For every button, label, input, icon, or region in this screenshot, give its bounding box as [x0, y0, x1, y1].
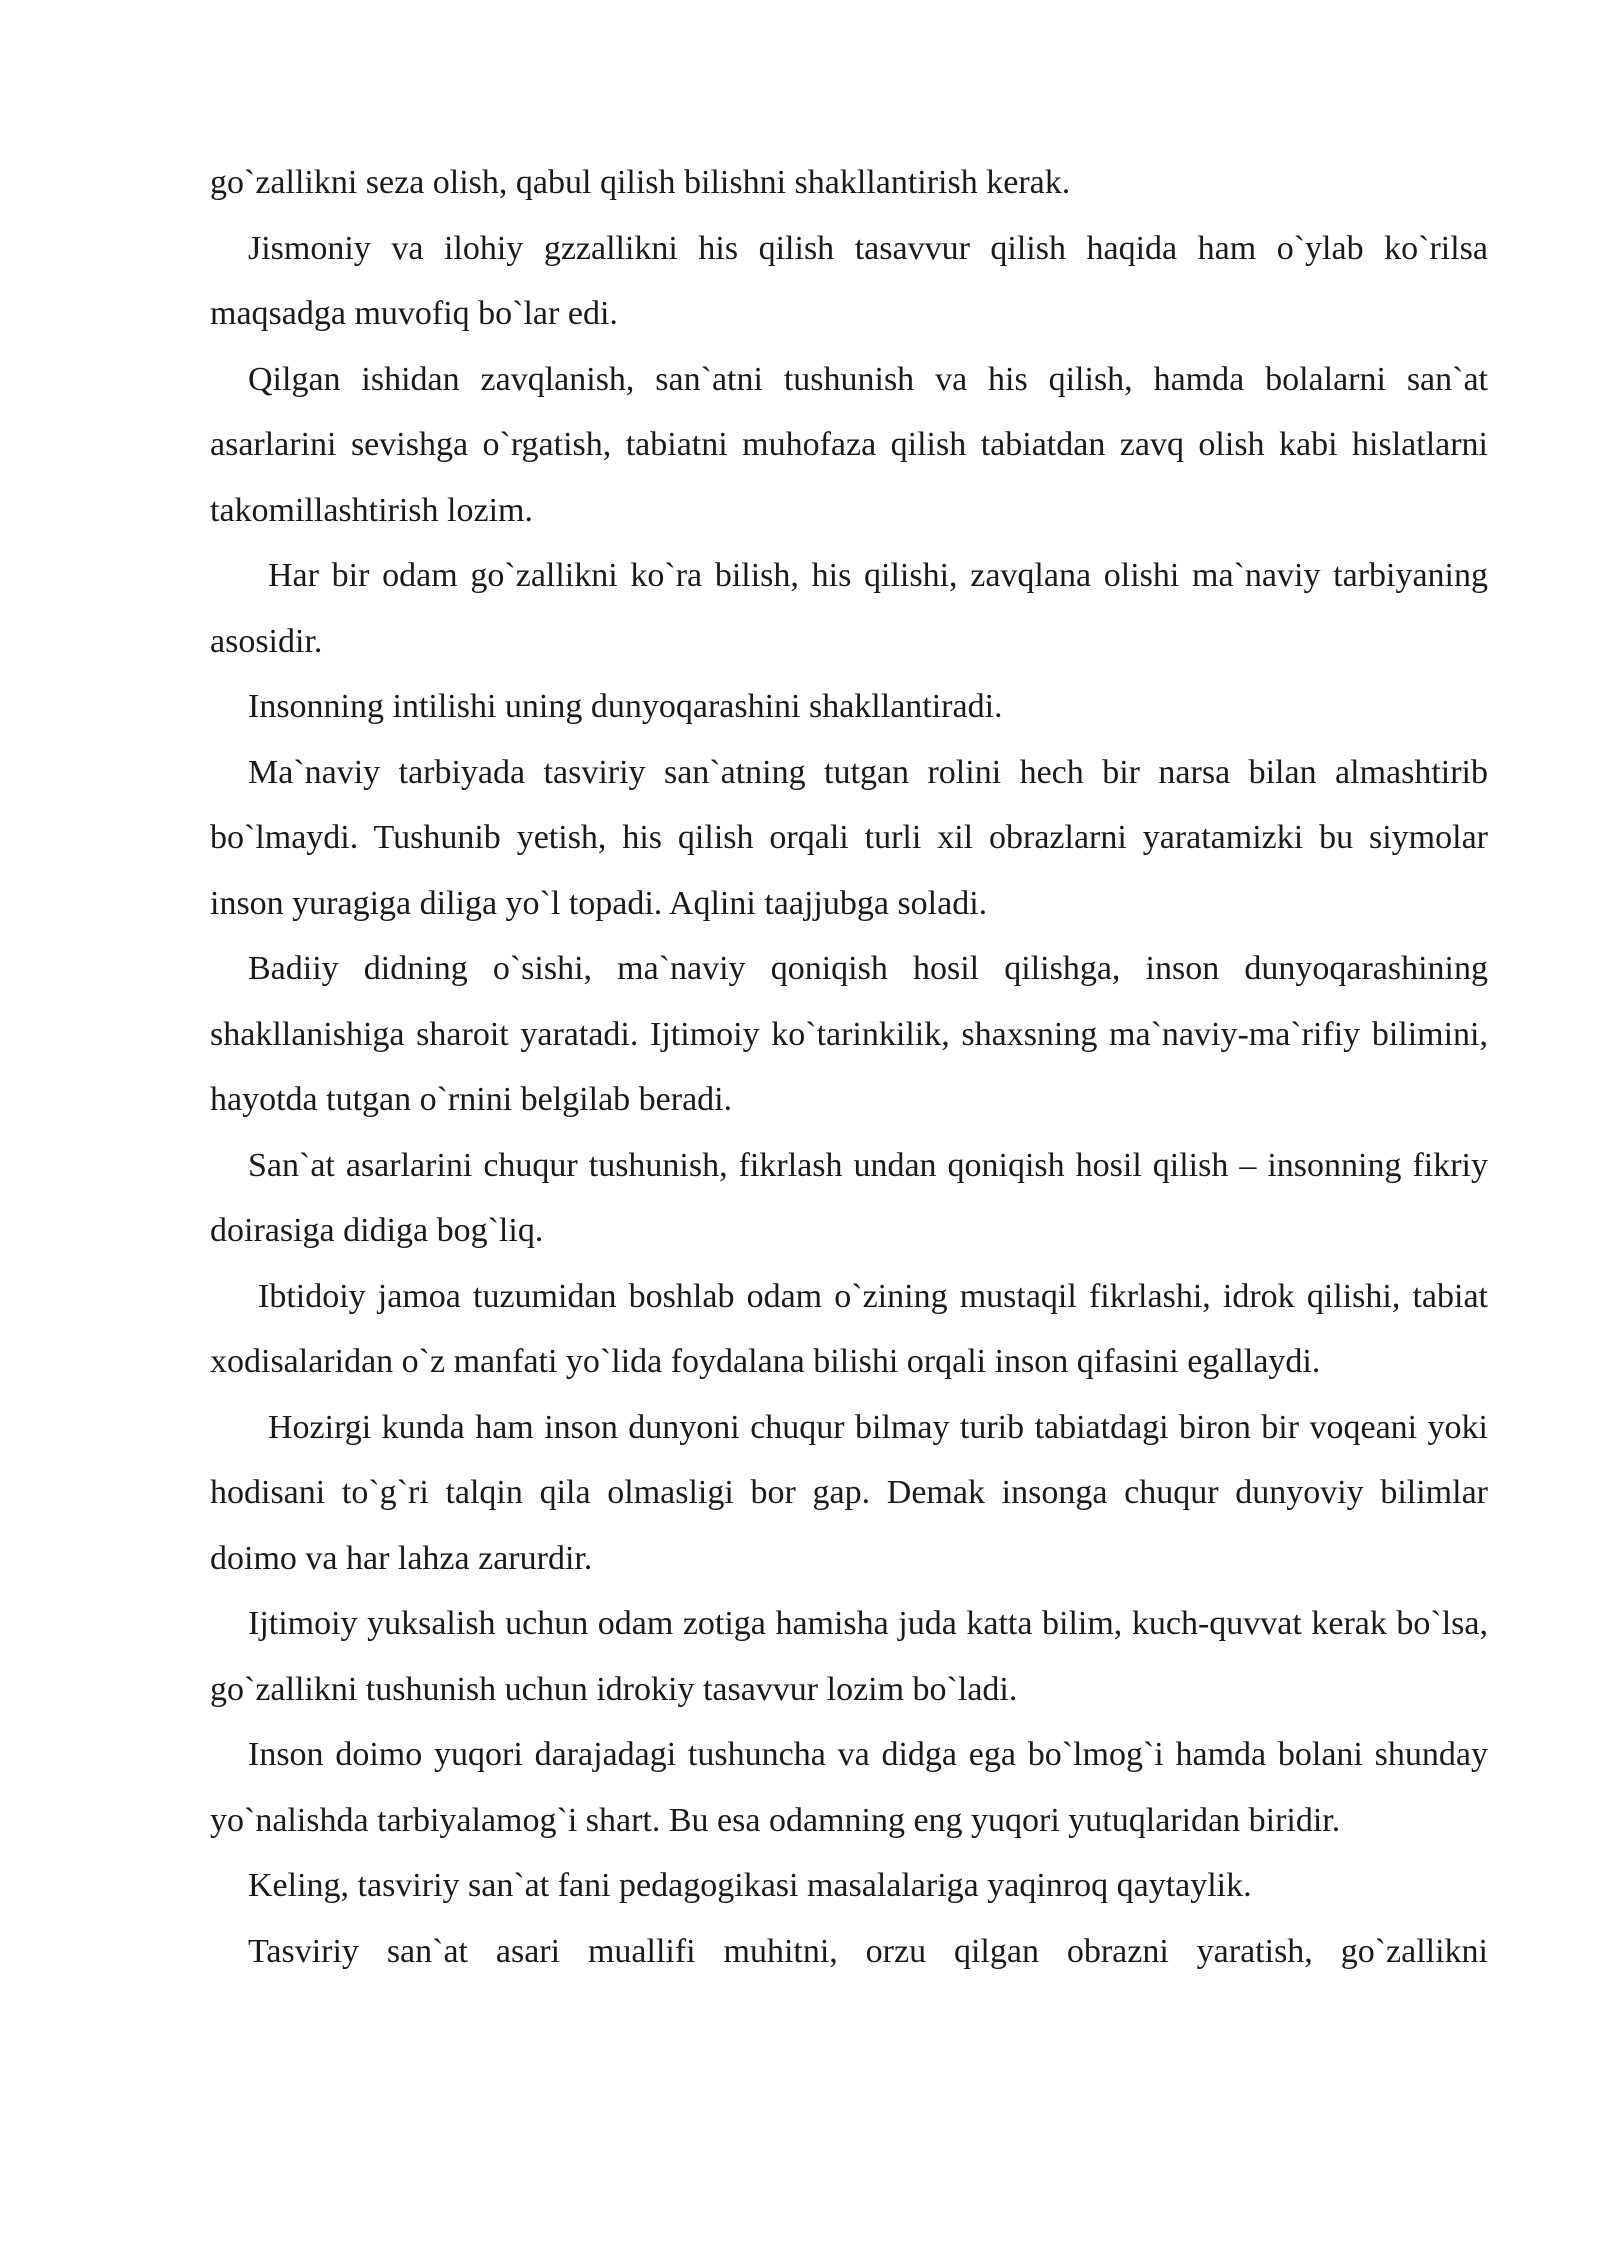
paragraph: Jismoniy va ilohiy gzzallikni his qilish tasavvur qilish haqida ham o`ylab ko`rilsa maqsadga muvofiq bo`lar edi.: [210, 229, 1488, 332]
paragraph: Qilgan ishidan zavqlanish, san`atni tushunish va his qilish, hamda bolalarni san`at asarlarini sevishga o`rgatish, tabiatni muhofaza qilish tabiatdan zavq olish kabi hislatlarni takomillashtirish lozim.: [210, 360, 1488, 529]
paragraph: Ibtidoiy jamoa tuzumidan boshlab odam o`zining mustaqil fikrlashi, idrok qilishi, tabiat xodisalaridan o`z manfati yo`lida foydalana bilishi orqali inson qifasini egallaydi.: [210, 1277, 1488, 1380]
paragraph: Badiiy didning o`sishi, ma`naviy qoniqish hosil qilishga, inson dunyoqarashining shakllanishiga sharoit yaratadi. Ijtimoiy ko`tarinkilik, shaxsning ma`naviy-ma`rifiy bilimini, hayotda tutgan o`rnini belgilab beradi.: [210, 950, 1488, 1118]
paragraph: Hozirgi kunda ham inson dunyoni chuqur bilmay turib tabiatdagi biron bir voqeani yoki hodisani to`g`ri talqin qila olmasligi bor gap. Demak insonga chuqur dunyoviy bilimlar doimo va har lahza zarurdir.: [210, 1408, 1488, 1577]
paragraph: Keling, tasviriy san`at fani pedagogikasi masalalariga yaqinroq qaytaylik.: [248, 1867, 1252, 1904]
paragraph: Har bir odam go`zallikni ko`ra bilish, his qilishi, zavqlana olishi ma`naviy tarbiyaning asosidir.: [210, 557, 1488, 660]
paragraph: San`at asarlarini chuqur tushunish, fikrlash undan qoniqish hosil qilish – insonning fikriy doirasiga didiga bog`liq.: [210, 1146, 1488, 1249]
paragraph-continued: go`zallikni seza olish, qabul qilish bilishni shakllantirish kerak.: [210, 164, 1071, 201]
paragraph: Inson doimo yuqori darajadagi tushuncha va didga ega bo`lmog`i hamda bolani shunday yo`nalishda tarbiyalamog`i shart. Bu esa odamning eng yuqori yutuqlaridan biridir.: [210, 1736, 1488, 1839]
paragraph: Ijtimoiy yuksalish uchun odam zotiga hamisha juda katta bilim, kuch-quvvat kerak bo`lsa, go`zallikni tushunish uchun idrokiy tasavvur lozim bo`ladi.: [210, 1605, 1488, 1708]
paragraph-truncated: Tasviriy san`at asari muallifi muhitni, orzu qilgan obrazni yaratish, go`zallikni: [248, 1932, 1488, 1970]
body-text: [210, 150, 1488, 1984]
paragraph: Insonning intilishi uning dunyoqarashini shakllantiradi.: [248, 688, 1003, 725]
paragraph: Ma`naviy tarbiyada tasviriy san`atning tutgan rolini hech bir narsa bilan almashtirib bo`lmaydi. Tushunib yetish, his qilish orqali turli xil obrazlarni yaratamizki bu siymolar inson yuragiga diliga yo`l topadi. Aqlini taajjubga soladi.: [210, 753, 1488, 922]
